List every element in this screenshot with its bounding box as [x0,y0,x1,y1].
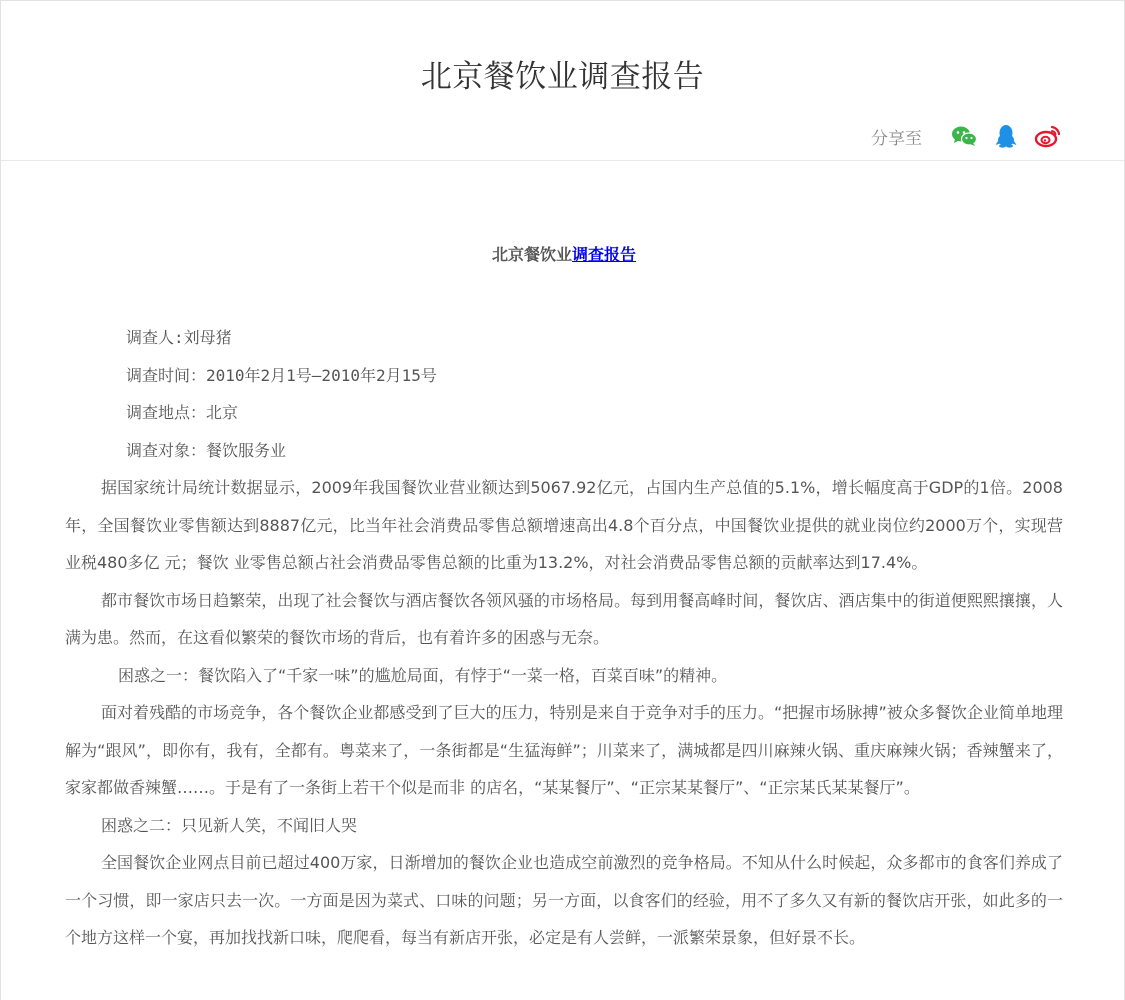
meta-time: 调查时间：2010年2月1号—2010年2月15号 [126,365,437,385]
qq-icon[interactable] [992,122,1020,150]
share-label: 分享至 [871,128,922,149]
paragraph: 面对着残酷的市场竞争，各个餐饮企业都感受到了巨大的压力，特别是来自于竞争对手的压力。“把握市场脉搏”被众多餐饮企业简单地理解为“跟风”，即你有，我有，全都有。粤菜来了，一条街都是“生猛海鲜”；川菜来了，满城都是四川麻辣火锅、重庆麻辣火锅；香辣蟹来了，家家都做香辣蟹……。于是有了一条街上若干个似是而非 的店名，“某某餐厅”、“正宗某某餐厅”、“正宗某氏某某餐厅”。 [65,703,1063,797]
paragraph: 全国餐饮企业网点目前已超过400万家，日渐增加的餐饮企业也造成空前激烈的竞争格局。不知从什么时候起，众多都市的食客们养成了一个习惯，即一家店只去一次。一方面是因为菜式、口味的问题；另一方面，以食客们的经验，用不了多久又有新的餐饮店开张，如此多的一个地方这样一个宴，再加找找新口味，爬爬看，每当有新店开张，必定是有人尝鲜，一派繁荣景象，但好景不长。 [65,853,1063,947]
meta-surveyor: 调查人:刘母猪 [126,328,232,347]
paragraph: 都市餐饮市场日趋繁荣，出现了社会餐饮与酒店餐饮各领风骚的市场格局。每到用餐高峰时间，餐饮店、酒店集中的街道便熙熙攘攘，人满为患。然而，在这看似繁荣的餐饮市场的背后，也有着许多的困惑与无奈。 [65,590,1063,647]
weibo-icon[interactable] [1034,122,1062,150]
article-heading-text: 北京餐饮业 [491,245,572,264]
paragraph: 困惑之二：只见新人笑，不闻旧人哭 [101,815,358,835]
article-heading [65,243,1063,267]
article-heading-link[interactable]: 调查报告 [572,245,637,264]
survey-meta [65,319,1063,469]
article-body [65,161,1063,957]
paragraph: 困惑之一：餐饮陷入了“千家一味”的尴尬局面，有悖于“一菜一格，百菜百味”的精神。 [118,665,728,685]
share-bar [871,121,1062,151]
page-header [1,1,1124,161]
meta-place: 调查地点：北京 [126,403,239,422]
paragraph: 据国家统计局统计数据显示，2009年我国餐饮业营业额达到5067.92亿元，占国内生产总值的5.1%，增长幅度高于GDP的1倍。2008年，全国餐饮业零售额达到8887亿元，比当年社会消费品零售总额增速高出4.8个百分点，中国餐饮业提供的就业岗位约2000万个，实现营业税480多亿 元；餐饮 业零售总额占社会消费品零售总额的比重为13.2%，对社会消费品零售总额的贡献率达到17.4%。 [65,478,1063,572]
meta-object: 调查对象：餐饮服务业 [126,440,287,460]
wechat-icon[interactable] [950,122,978,150]
page-title: 北京餐饮业调查报告 [420,59,705,95]
